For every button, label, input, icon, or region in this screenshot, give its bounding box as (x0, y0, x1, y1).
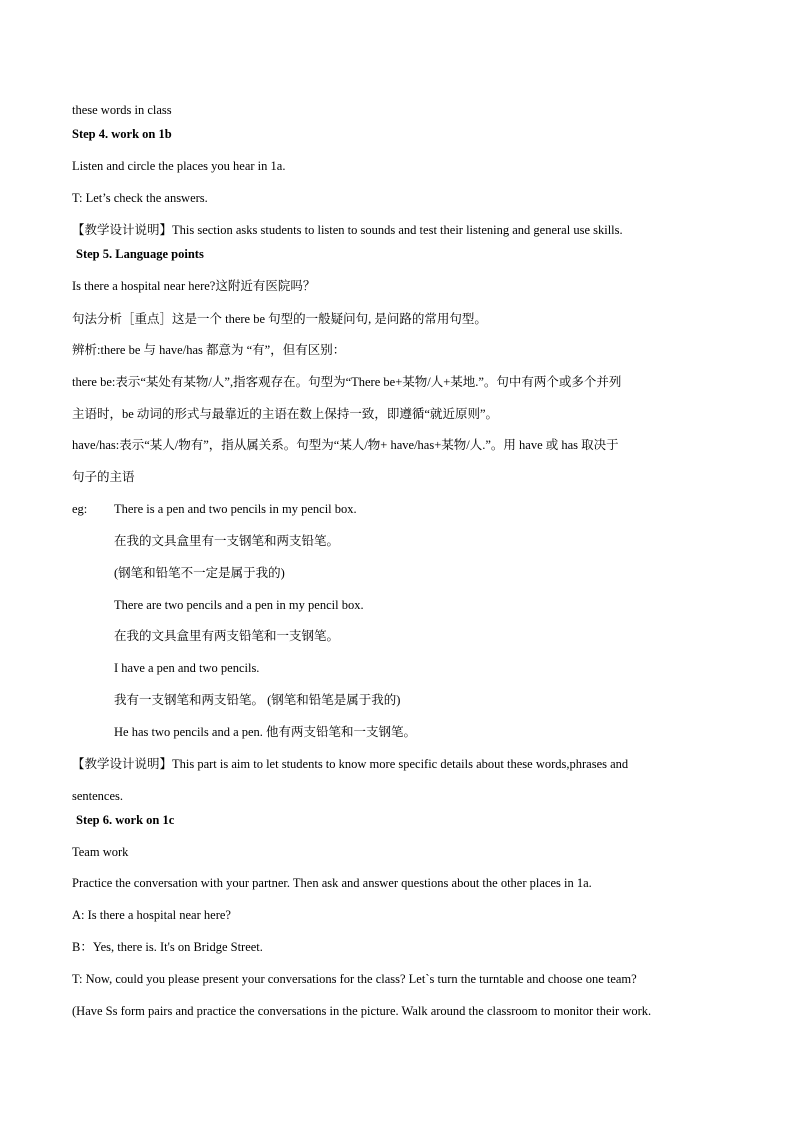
text-line: T: Let’s check the answers. (72, 191, 208, 205)
text-line: 句子的主语 (72, 470, 135, 484)
example-translation: 在我的文具盒里有两支铅笔和一支钢笔。 (114, 629, 340, 643)
example-sentence: There is a pen and two pencils in my pencil box. (114, 502, 357, 516)
dialogue-line: A: Is there a hospital near here? (72, 908, 231, 922)
text-line: Is there a hospital near here?这附近有医院吗？ (72, 279, 316, 293)
dialogue-line: B：Yes, there is. It's on Bridge Street. (72, 940, 263, 954)
text-line: Practice the conversation with your partner. Then ask and answer questions about the other places in 1a. (72, 876, 592, 890)
text-line: these words in class (72, 103, 172, 117)
text-line: sentences. (72, 789, 124, 803)
text-line: 句法分析［重点］这是一个 there be 句型的一般疑问句, 是问路的常用句型。 (72, 312, 487, 326)
design-note: 【教学设计说明】This part is aim to let students to know more specific details about these words,phrases and (72, 757, 629, 771)
design-note: 【教学设计说明】This section asks students to listen to sounds and test their listening and general use skills. (72, 223, 623, 237)
text-line: T: Now, could you please present your conversations for the class? Let`s turn the turntable and choose one team? (72, 972, 637, 986)
text-line: have/has:表示“某人/物有”，指从属关系。句型为“某人/物+ have/has+某物/人.”。用 have 或 has 取决于 (72, 438, 619, 452)
example-sentence: There are two pencils and a pen in my pencil box. (114, 598, 364, 612)
section-heading-step6: Step 6. work on 1c (76, 813, 175, 827)
text-line: 主语时，be 动词的形式与最靠近的主语在数上保持一致，即遵循“就近原则”。 (72, 407, 499, 421)
section-heading-step4: Step 4. work on 1b (72, 127, 172, 141)
section-heading-step5: Step 5. Language points (76, 247, 204, 261)
text-line: Listen and circle the places you hear in 1a. (72, 159, 286, 173)
example-translation: 我有一支钢笔和两支铅笔。 (钢笔和铅笔是属于我的) (114, 693, 401, 707)
example-translation: 在我的文具盒里有一支钢笔和两支铅笔。 (114, 534, 340, 548)
example-sentence: I have a pen and two pencils. (114, 661, 260, 675)
text-line: (Have Ss form pairs and practice the conversations in the picture. Walk around the classroom to monitor their work. (72, 1004, 652, 1018)
example-sentence: He has two pencils and a pen. 他有两支铅笔和一支钢笔。 (114, 725, 417, 739)
example-note: (钢笔和铅笔不一定是属于我的) (114, 566, 285, 580)
text-line: there be:表示“某处有某物/人”,指客观存在。句型为“There be+某物/人+某地.”。句中有两个或多个并列 (72, 375, 622, 389)
text-line: Team work (72, 845, 129, 859)
example-label: eg: (72, 502, 88, 516)
text-line: 辨析:there be 与 have/has 都意为 “有”，但有区别： (72, 343, 346, 357)
